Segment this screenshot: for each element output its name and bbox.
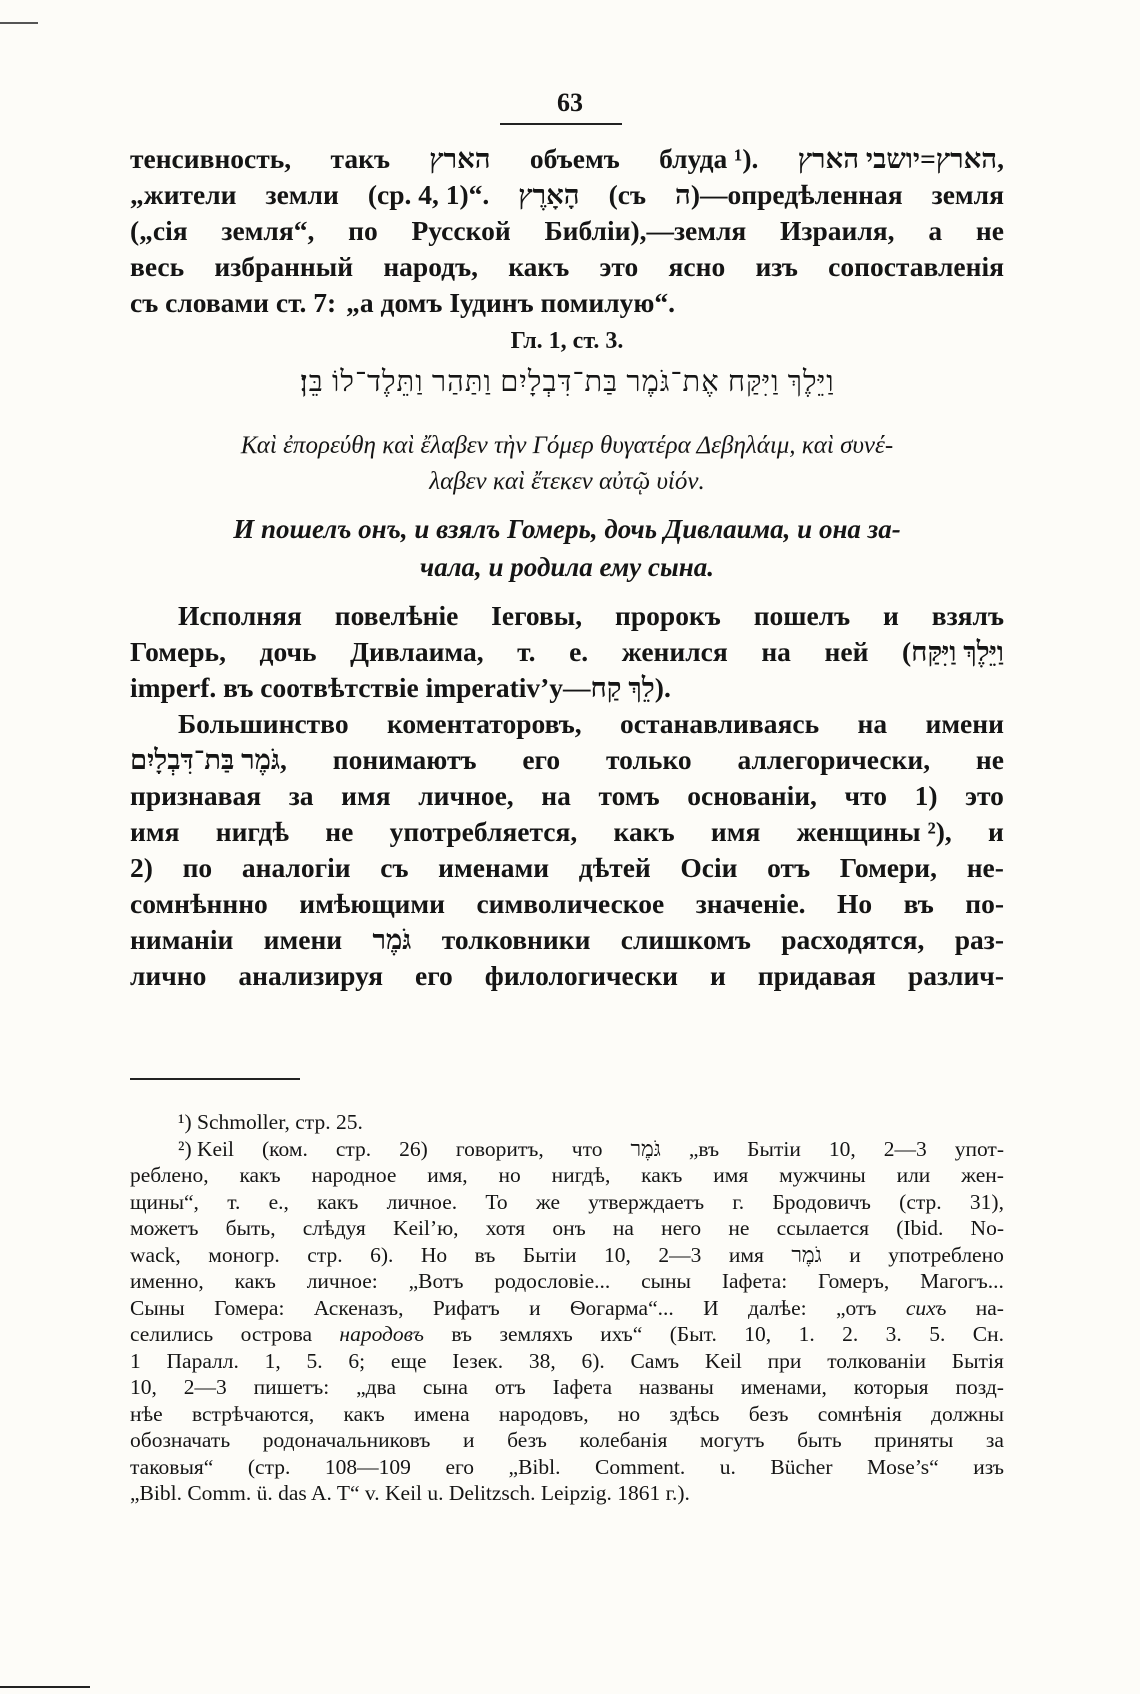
text-line: весь избранный народъ, какъ это ясно изъ сопоставленія [130, 251, 1004, 282]
footnote-line: „Bibl. Comm. ü. das A. T“ v. Keil u. Delitzsch. Leipzig. 1861 г.). [130, 1481, 690, 1505]
footnote-line: именно, какъ личное: „Вотъ родословіе... сыны Іафета: Гомеръ, Магогъ... [130, 1269, 1004, 1293]
footnote-line: 1 Паралл. 1, 5. 6; еще Іезек. 38, 6). Самъ Keil при толкованіи Бытія [130, 1348, 1004, 1373]
footnote-line: нѣе встрѣчаются, какъ имена народовъ, но здѣсь безъ сомнѣнія должны [130, 1401, 1004, 1426]
text-line: тенсивность, такъ הארץ объемъ блуда ¹). הארץ=יושבי הארץ, [130, 143, 1004, 174]
text-line: גֹּמֶר בַּת־דִּבְלָיִם, понимаютъ его только аллегорически, не [130, 744, 1004, 775]
footnote-line: ¹) Schmoller, стр. 25. [178, 1110, 363, 1134]
footnote-line: wack, моногр. стр. 6). Но въ Бытіи 10, 2—3 имя גֹמֶר и употреблено [130, 1242, 1004, 1267]
greek-line: Καὶ ἐπορεύθη καὶ ἔλαβεν τὴν Γόμερ θυγατέρα Δεβηλάιμ, καὶ συνέ- [240, 432, 894, 459]
footnote-rule [130, 1078, 300, 1080]
russian-line: чала, и родила ему сына. [420, 552, 714, 582]
text-line: имя нигдѣ не употребляется, какъ имя женщины ²), и [130, 816, 1004, 847]
footnote-line: селились острова народовъ въ земляхъ ихъ“ (Быт. 10, 1. 2. 3. 5. Сн. [130, 1322, 1004, 1346]
footnote-line: обозначать родоначальниковъ и безъ колебанія могутъ быть приняты за [130, 1428, 1004, 1452]
footnote-line: 10, 2—3 пишетъ: „два сына отъ Іафета названы именами, которыя позд- [130, 1375, 1004, 1399]
footnote-line: ²) Keil (ком. стр. 26) говоритъ, что גֹּמֶר „въ Бытіи 10, 2—3 упот- [178, 1136, 1004, 1161]
text-line: Исполняя повелѣніе Іеговы, пророкъ пошелъ и взялъ [178, 600, 1004, 631]
intro-paragraph [130, 141, 1004, 321]
footnote-line: таковыя“ (стр. 108—109 его „Bibl. Comment. u. Bücher Mose’s“ изъ [130, 1454, 1004, 1479]
hebrew-verse: וַיֵּלֶךְ וַיִּקַּח אֶת־גֹּמֶר בַּת־דִּבְלָיִם וַתַּהַר וַתֵּלֶד־לוֹ בֵּן׃ [299, 366, 835, 398]
footnote-line: можетъ быть, слѣдуя Keil’ю, хотя онъ на него не ссылается (Ibid. No- [130, 1216, 1004, 1240]
text-line: 2) по аналогіи съ именами дѣтей Осіи отъ Гомери, не- [130, 852, 1004, 883]
text-line: Большинство коментаторовъ, останавливаясь на имени [178, 708, 1004, 739]
text-line: сомнѣннно имѣющими символическое значеніе. Но въ по- [130, 888, 1004, 919]
text-line: („сія земля“, по Русской Библіи),—земля Израиля, а не [130, 215, 1004, 246]
text-line: ниманіи имени גֹּמֶר толковники слишкомъ расходятся, раз- [130, 924, 1004, 955]
text-line: съ словами ст. 7: „а домъ Іудинъ помилую“. [130, 287, 676, 318]
russian-line: И пошелъ онъ, и взялъ Гомерь, дочь Дивлаима, и она за- [233, 514, 901, 544]
greek-line: λαβεν καὶ ἔτεκεν αὐτῷ υἱόν. [429, 468, 705, 495]
scan-edge-mark [0, 1686, 90, 1688]
page-number: 63 [557, 88, 583, 117]
text-line: признавая за имя личное, на томъ основаніи, что 1) это [130, 780, 1004, 811]
header-rule [500, 123, 622, 125]
text-line: Гомерь, дочь Дивлаима, т. е. женился на ней (וַיֵּלֶךְ וַיִּקַּח [130, 636, 1004, 667]
text-line: лично анализируя его филологически и придавая различ- [130, 960, 1004, 991]
body-paragraphs [130, 598, 1004, 994]
scan-edge-mark [0, 22, 38, 24]
footnote-line: щины“, т. е., какъ личное. То же утверждаетъ г. Бродовичъ (стр. 31), [130, 1189, 1004, 1214]
greek-verse [130, 428, 1004, 500]
footnote-line: Сыны Гомера: Аскеназъ, Рифатъ и Ѳогарма“... И далѣе: „отъ сихъ на- [130, 1295, 1004, 1320]
verse-heading: Гл. 1, ст. 3. [510, 328, 624, 354]
text-line: imperf. въ соотвѣтствіе imperativ’y—לֵךְ קַח). [130, 672, 671, 703]
footnote-line: реблено, какъ народное имя, но нигдѣ, какъ имя мужчины или жен- [130, 1163, 1004, 1187]
footnotes [130, 1109, 1004, 1507]
russian-verse [130, 510, 1004, 586]
text-line: „жители земли (ср. 4, 1)“. הָאָרֶץ (съ ה)—опредѣленная земля [130, 179, 1004, 210]
